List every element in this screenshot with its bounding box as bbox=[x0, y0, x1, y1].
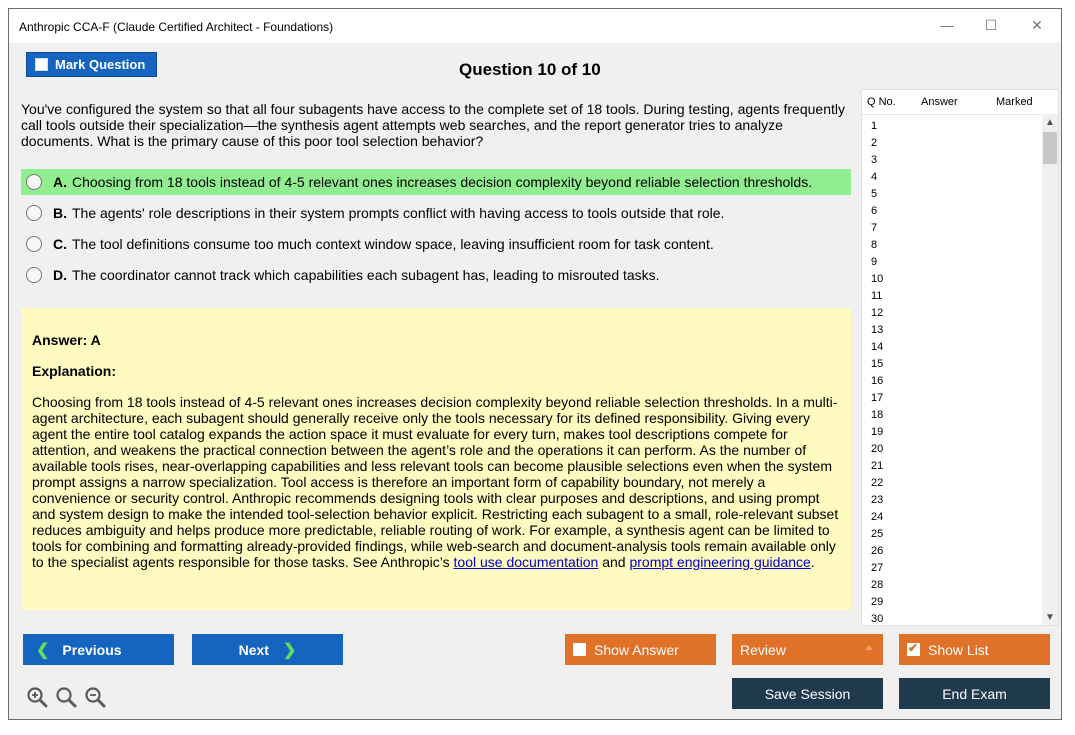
marked-header: Marked bbox=[996, 96, 1033, 108]
title-bar bbox=[9, 9, 1061, 43]
option-d[interactable] bbox=[21, 262, 851, 288]
question-header bbox=[9, 43, 1061, 93]
question-list-row[interactable]: 19 bbox=[871, 426, 884, 438]
mark-question-checkbox[interactable] bbox=[35, 58, 48, 71]
tool-use-documentation-link[interactable]: tool use documentation bbox=[453, 554, 599, 570]
scroll-down-arrow-icon[interactable]: ▼ bbox=[1045, 612, 1055, 623]
option-text: The agents' role descriptions in their system prompts conflict with having access to tools outside that role. bbox=[72, 205, 725, 221]
question-list-row[interactable]: 21 bbox=[871, 460, 884, 472]
question-list-panel[interactable] bbox=[861, 89, 1059, 626]
question-list-row[interactable]: 7 bbox=[871, 222, 878, 234]
question-list-row[interactable]: 20 bbox=[871, 443, 884, 455]
review-dropdown[interactable] bbox=[732, 634, 883, 665]
question-list-row[interactable]: 18 bbox=[871, 409, 884, 421]
review-label: Review bbox=[740, 641, 786, 658]
question-list-row[interactable]: 14 bbox=[871, 341, 884, 353]
answer-explanation-panel bbox=[21, 308, 851, 610]
question-list-row[interactable]: 27 bbox=[871, 562, 884, 574]
close-button[interactable]: ✕ bbox=[1031, 17, 1043, 33]
question-list-row[interactable]: 26 bbox=[871, 545, 884, 557]
option-letter: B. bbox=[53, 205, 67, 221]
question-counter: Question 10 of 10 bbox=[459, 60, 601, 79]
show-answer-checkbox[interactable] bbox=[573, 643, 586, 656]
question-list-row[interactable]: 2 bbox=[871, 137, 878, 149]
question-list-row[interactable]: 9 bbox=[871, 256, 878, 268]
explanation-body bbox=[32, 394, 844, 570]
maximize-button[interactable]: ☐ bbox=[984, 17, 998, 33]
question-list-row[interactable]: 12 bbox=[871, 307, 884, 319]
show-list-label: Show List bbox=[928, 641, 989, 658]
show-answer-label: Show Answer bbox=[594, 641, 679, 658]
and-text: and bbox=[602, 554, 626, 570]
option-c[interactable] bbox=[21, 231, 851, 257]
option-d-radio[interactable] bbox=[26, 267, 42, 283]
question-list-row[interactable]: 16 bbox=[871, 375, 884, 387]
chevron-left-icon: ❮ bbox=[36, 641, 50, 659]
app-window bbox=[8, 8, 1062, 720]
question-list-row[interactable]: 29 bbox=[871, 596, 884, 608]
question-list-row[interactable]: 5 bbox=[871, 188, 878, 200]
end-exam-label: End Exam bbox=[942, 685, 1007, 702]
previous-label: Previous bbox=[62, 641, 122, 658]
option-c-radio[interactable] bbox=[26, 236, 42, 252]
next-label: Next bbox=[238, 641, 269, 658]
question-list-row[interactable]: 8 bbox=[871, 239, 878, 251]
option-text: The tool definitions consume too much context window space, leaving insufficient room for task content. bbox=[72, 236, 714, 252]
option-a[interactable] bbox=[21, 169, 851, 195]
explanation-period: . bbox=[810, 554, 815, 570]
answer-header: Answer bbox=[921, 96, 958, 108]
show-list-checkbox[interactable] bbox=[907, 643, 920, 656]
question-text: You've configured the system so that all four subagents have access to the complete set of 18 tools. During testing, agents frequently call tools outside their specialization—the synthesis agent attempts web searches, and the report generator tries to analyze documents. What is the primary cause of this poor tool selection behavior? bbox=[21, 101, 845, 149]
explanation-text: Choosing from 18 tools instead of 4-5 relevant ones increases decision complexity beyond reliable selection thresholds. In a multi-agent architecture, each subagent should generally receive only the tools necessary for its defined responsibility. Giving every agent the entire tool catalog expands the action space it must evaluate for every turn, makes tool descriptions compete for attention, and weakens the practical connection between the agent’s role and the operations it can perform. As the number of available tools rises, near-overlapping capabilities and less relevant tools can become plausible selections even when the system prompt assigns a narrow specialization. Tool access is therefore an important form of capability boundary, not merely a convenience or security control. Anthropic recommends designing tools with clear purposes and descriptions, and using prompt and system design to make the intended tool-selection behavior explicit. Restricting each subagent to a small, role-relevant subset reduces ambiguity and helps produce more predictable, reliable routing of work. For example, a synthesis agent can be limited to tools for combining and formatting already-provided findings, while web-search and document-analysis tools remain available only to the specialist agents responsible for those tasks. See Anthropic’s bbox=[32, 394, 839, 570]
question-list-row[interactable]: 4 bbox=[871, 171, 878, 183]
question-list-row[interactable]: 22 bbox=[871, 477, 884, 489]
option-text: Choosing from 18 tools instead of 4-5 relevant ones increases decision complexity beyond reliable selection thresholds. bbox=[72, 174, 813, 190]
option-letter: C. bbox=[53, 236, 67, 252]
end-exam-button[interactable] bbox=[899, 678, 1050, 709]
option-text: The coordinator cannot track which capabilities each subagent has, leading to misrouted tasks. bbox=[72, 267, 660, 283]
question-list-row[interactable]: 28 bbox=[871, 579, 884, 591]
window-title: Anthropic CCA-F (Claude Certified Architect - Foundations) bbox=[19, 20, 334, 34]
zoom-out-icon[interactable] bbox=[84, 686, 106, 708]
show-answer-button[interactable] bbox=[565, 634, 716, 665]
prompt-engineering-guidance-link[interactable]: prompt engineering guidance bbox=[629, 554, 811, 570]
question-list-scrollbar[interactable] bbox=[1042, 114, 1058, 625]
option-b[interactable] bbox=[21, 200, 851, 226]
question-list-row[interactable]: 30 bbox=[871, 613, 884, 625]
show-list-button[interactable] bbox=[899, 634, 1050, 665]
question-list-row[interactable]: 15 bbox=[871, 358, 884, 370]
next-button[interactable] bbox=[192, 634, 343, 665]
option-letter: D. bbox=[53, 267, 67, 283]
save-session-label: Save Session bbox=[764, 685, 851, 702]
option-a-radio[interactable] bbox=[26, 174, 42, 190]
chevron-right-icon: ❯ bbox=[282, 641, 297, 659]
question-list-row[interactable]: 25 bbox=[871, 528, 884, 540]
dropdown-arrow-icon bbox=[865, 645, 873, 650]
question-list-row[interactable]: 10 bbox=[871, 273, 884, 285]
question-list-row[interactable]: 23 bbox=[871, 494, 884, 506]
zoom-in-icon[interactable] bbox=[26, 686, 48, 708]
option-letter: A. bbox=[53, 174, 67, 190]
question-list-row[interactable]: 13 bbox=[871, 324, 884, 336]
scrollbar-thumb[interactable] bbox=[1043, 132, 1057, 164]
question-list-row[interactable]: 6 bbox=[871, 205, 878, 217]
previous-button[interactable] bbox=[23, 634, 174, 665]
question-list-header bbox=[862, 90, 1058, 115]
question-list-row[interactable]: 3 bbox=[871, 154, 878, 166]
minimize-button[interactable]: — bbox=[940, 17, 954, 33]
question-list-row[interactable]: 17 bbox=[871, 392, 884, 404]
mark-question-button[interactable] bbox=[26, 52, 157, 77]
save-session-button[interactable] bbox=[732, 678, 883, 709]
question-list-row[interactable]: 24 bbox=[871, 511, 884, 523]
explanation-title: Explanation: bbox=[32, 363, 117, 379]
answer-line: Answer: A bbox=[32, 332, 101, 348]
question-list-row[interactable]: 11 bbox=[871, 290, 883, 302]
mark-question-label: Mark Question bbox=[55, 57, 146, 72]
question-list-rows bbox=[862, 118, 1042, 628]
zoom-reset-icon[interactable] bbox=[55, 686, 77, 708]
option-b-radio[interactable] bbox=[26, 205, 42, 221]
scroll-up-arrow-icon[interactable]: ▲ bbox=[1045, 117, 1055, 128]
question-list-row[interactable]: 1 bbox=[871, 120, 878, 132]
qno-header: Q No. bbox=[867, 96, 896, 108]
